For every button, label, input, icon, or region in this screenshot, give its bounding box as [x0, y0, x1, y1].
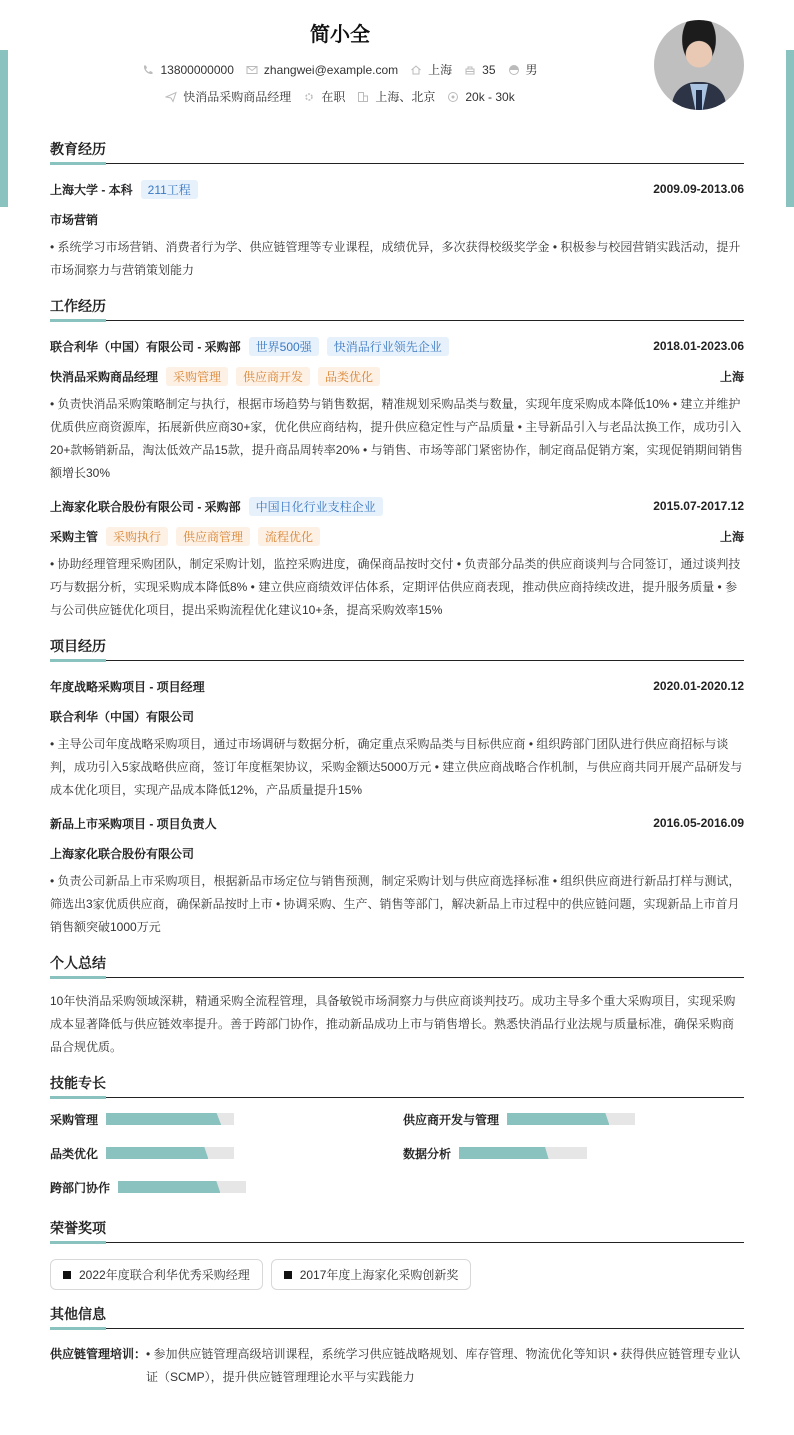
- job-status-item: 在职: [303, 88, 345, 105]
- section-title: 个人总结: [50, 953, 744, 978]
- projects-section: [50, 636, 744, 939]
- job-role: 快消品采购商品经理: [50, 369, 159, 384]
- work-location: 上海: [719, 369, 744, 384]
- project-company: 联合利华（中国）有限公司: [50, 709, 195, 724]
- skill-item: 采购管理: [50, 1102, 403, 1136]
- award-badge: 2017年度上海家化采购创新奖: [271, 1259, 472, 1290]
- gender-item: 男: [508, 61, 538, 78]
- skill-bar: [459, 1147, 587, 1159]
- salary-item: 20k - 30k: [447, 90, 514, 104]
- work-item: [50, 331, 744, 485]
- work-item: [50, 491, 744, 622]
- role-tag: 流程优化: [258, 527, 320, 546]
- section-title: 技能专长: [50, 1073, 744, 1098]
- candidate-name: 简小全: [310, 24, 370, 46]
- city-item: 上海: [410, 61, 452, 78]
- awards-section: [50, 1218, 744, 1290]
- work-desc: • 协助经理管理采购团队，制定采购计划，监控采购进度，确保商品按时交付 • 负责部分品类的供应商谈判与合同签订，通过谈判技巧与数据分析，实现采购成本降低8% • 建立供应商绩效评估体系，定期评估供应商表现，推动供应商持续改进，提升服务质量 • 参与公司供应链优化项目，提出采购流程优化建议10+条，提高采购效率15%: [50, 557, 741, 617]
- role-tag: 供应商管理: [176, 527, 250, 546]
- project-item: [50, 808, 744, 939]
- project-desc: • 负责公司新品上市采购项目，根据新品市场定位与销售预测，制定采购计划与供应商选择标准 • 组织供应商进行新品打样与测试，筛选出3家优质供应商，确保新品按时上市 • 协调采购、生产、销售等部门，解决新品上市过程中的供应链问题，实现新品上市首月销售额突破1000万元: [50, 874, 741, 934]
- building-icon: [357, 91, 369, 103]
- target-position-item: 快消品采购商品经理: [165, 88, 291, 105]
- project-item: [50, 671, 744, 802]
- work-date: 2018.01-2023.06: [653, 339, 744, 353]
- status-icon: [303, 91, 315, 103]
- contact-row: [0, 61, 680, 78]
- square-bullet-icon: [63, 1271, 71, 1279]
- square-bullet-icon: [284, 1271, 292, 1279]
- other-section: [50, 1304, 744, 1389]
- skill-bar: [118, 1181, 246, 1193]
- section-title: 其他信息: [50, 1304, 744, 1329]
- skill-item: 供应商开发与管理: [403, 1102, 743, 1136]
- summary-section: [50, 953, 744, 1059]
- project-desc: • 主导公司年度战略采购项目，通过市场调研与数据分析，确定重点采购品类与目标供应商 • 组织跨部门团队进行供应商招标与谈判，成功引入5家战略供应商，签订年度框架协议，采购金额达5000万元 • 建立供应商战略合作机制，与供应商共同开展产品研发与成本优化项目，实现产品成本降低12%，产品质量提升15%: [50, 737, 743, 797]
- school-name: 上海大学 - 本科: [50, 182, 133, 197]
- send-icon: [165, 91, 177, 103]
- education-desc: • 系统学习市场营销、消费者行为学、供应链管理等专业课程，成绩优异，多次获得校级奖学金 • 积极参与校园营销实践活动，提升市场洞察力与营销策划能力: [50, 240, 741, 277]
- project-company: 上海家化联合股份有限公司: [50, 846, 195, 861]
- age-item: 35: [464, 63, 495, 77]
- gender-icon: [508, 64, 520, 76]
- company-tag: 中国日化行业支柱企业: [249, 497, 383, 516]
- company-name: 上海家化联合股份有限公司 - 采购部: [50, 499, 241, 514]
- job-role: 采购主管: [50, 529, 99, 544]
- phone-item: 13800000000: [142, 63, 233, 77]
- section-title: 教育经历: [50, 139, 744, 164]
- role-tag: 采购管理: [166, 367, 228, 386]
- skill-item: 跨部门协作: [50, 1170, 403, 1204]
- section-title: 工作经历: [50, 296, 744, 321]
- resume-content: [0, 139, 794, 1389]
- skill-item: 品类优化: [50, 1136, 403, 1170]
- skill-item: 数据分析: [403, 1136, 743, 1170]
- school-tag: 211工程: [141, 180, 198, 199]
- other-label: 供应链管理培训：: [50, 1347, 147, 1361]
- salary-icon: [447, 91, 459, 103]
- section-title: 项目经历: [50, 636, 744, 661]
- section-title: 荣誉奖项: [50, 1218, 744, 1243]
- skill-bar: [106, 1113, 234, 1125]
- education-header: [50, 174, 744, 204]
- project-date: 2020.01-2020.12: [653, 679, 744, 693]
- role-tag: 供应商开发: [236, 367, 310, 386]
- age-icon: [464, 64, 476, 76]
- work-section: [50, 296, 744, 622]
- role-tag: 采购执行: [106, 527, 168, 546]
- skills-section: [50, 1073, 744, 1204]
- project-date: 2016.05-2016.09: [653, 816, 744, 830]
- intent-row: [0, 88, 680, 105]
- project-name: 新品上市采购项目 - 项目负责人: [50, 816, 217, 831]
- resume-header: [0, 0, 794, 125]
- email-item: zhangwei@example.com: [246, 63, 398, 77]
- phone-icon: [142, 64, 154, 76]
- home-icon: [410, 64, 422, 76]
- other-text: • 参加供应链管理高级培训课程，系统学习供应链战略规划、库存管理、物流优化等知识 • 获得供应链管理专业认证（SCMP），提升供应链管理理论水平与实践能力: [146, 1347, 741, 1384]
- company-tag: 快消品行业领先企业: [327, 337, 449, 356]
- work-location: 上海: [719, 529, 744, 544]
- work-desc: • 负责快消品采购策略制定与执行，根据市场趋势与销售数据，精准规划采购品类与数量，实现年度采购成本降低10% • 建立并维护优质供应商资源库，拓展新供应商30+家，优化供应商结构，提升供应稳定性与产品质量 • 主导新品引入与老品汰换工作，成功引入20+款畅销新品，淘汰低效产品15款，提升商品周转率20% • 与销售、市场等部门紧密协作，制定商品促销方案，实现促销期间销售额增长30%: [50, 397, 743, 480]
- skill-bar: [507, 1113, 635, 1125]
- target-city-item: 上海、北京: [357, 88, 435, 105]
- work-date: 2015.07-2017.12: [653, 499, 744, 513]
- company-name: 联合利华（中国）有限公司 - 采购部: [50, 339, 241, 354]
- skill-bar: [106, 1147, 234, 1159]
- major: 市场营销: [50, 212, 99, 227]
- education-date: 2009.09-2013.06: [653, 182, 744, 196]
- education-section: [50, 139, 744, 282]
- other-item: [50, 1339, 744, 1389]
- role-tag: 品类优化: [318, 367, 380, 386]
- mail-icon: [246, 64, 258, 76]
- avatar: [654, 20, 744, 110]
- project-name: 年度战略采购项目 - 项目经理: [50, 679, 205, 694]
- award-badge: 2022年度联合利华优秀采购经理: [50, 1259, 263, 1290]
- summary-text: 10年快消品采购领域深耕，精通采购全流程管理，具备敏锐市场洞察力与供应商谈判技巧。成功主导多个重大采购项目，实现采购成本显著降低与供应链效率提升。善于跨部门协作，推动新品成功上市与销售增长。熟悉快消品行业法规与质量标准，确保采购商品合规优质。: [50, 994, 736, 1054]
- company-tag: 世界500强: [249, 337, 319, 356]
